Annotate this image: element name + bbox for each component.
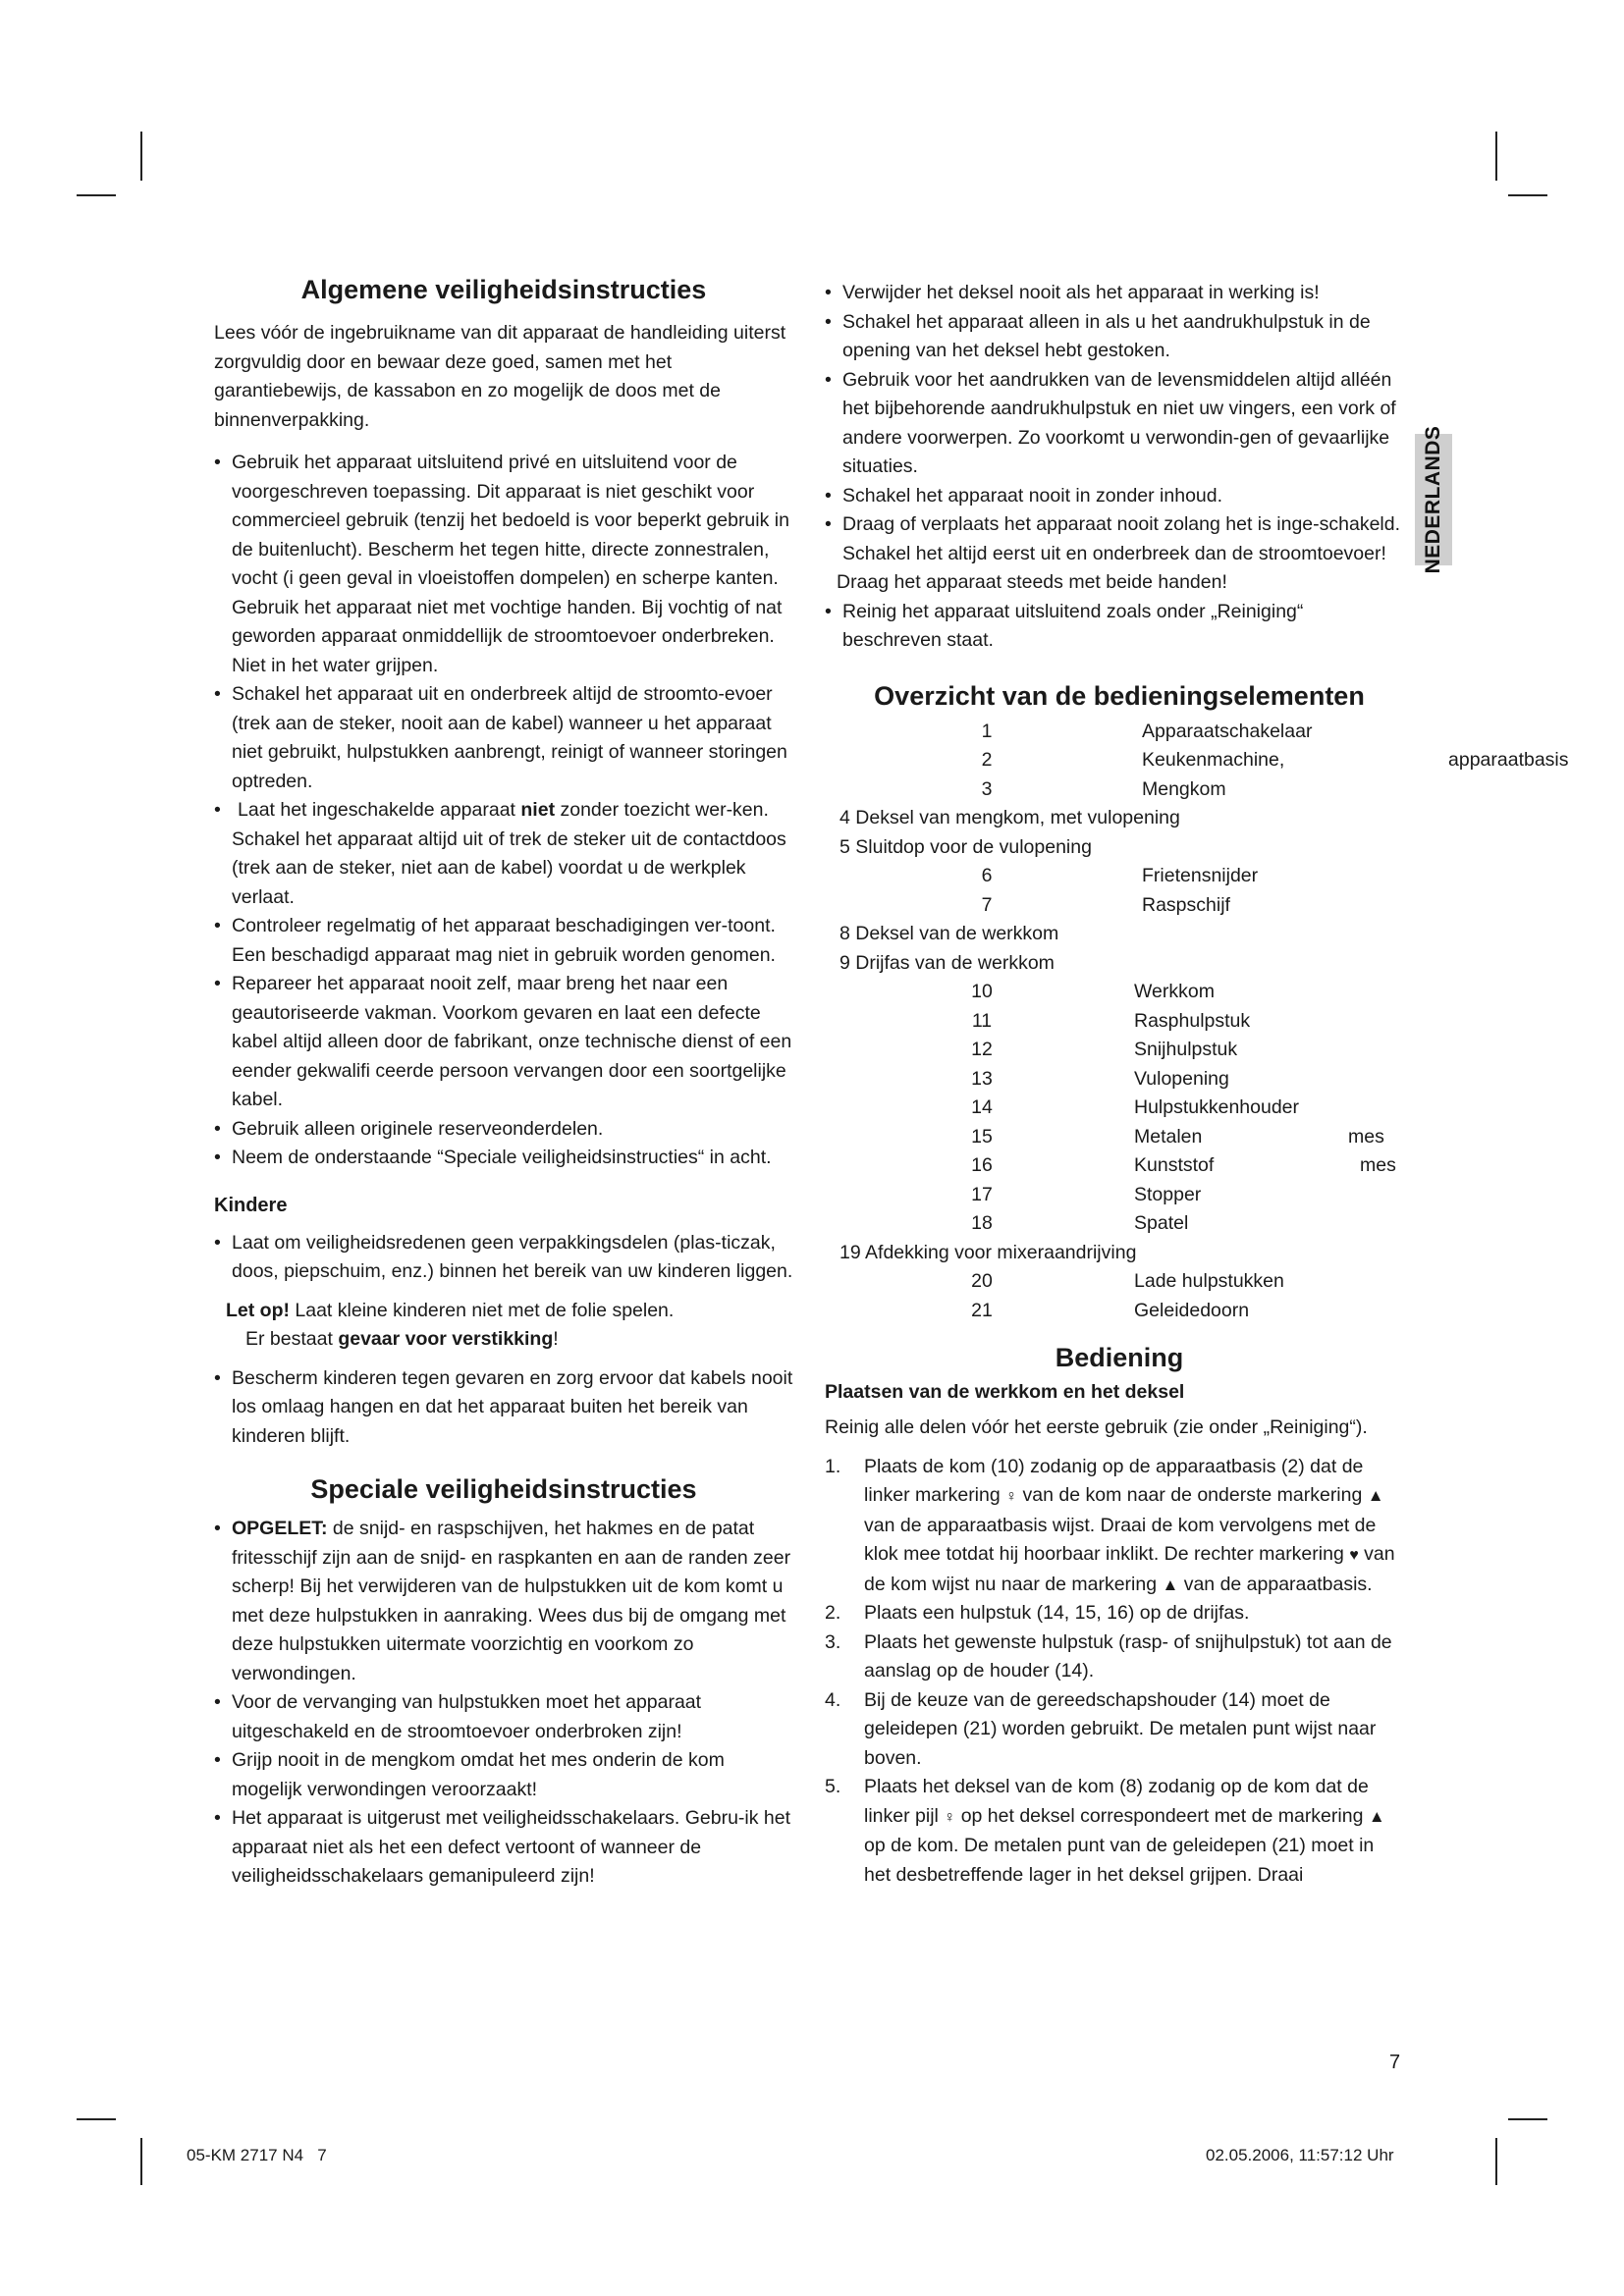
overview-item-label: Metalen xyxy=(1134,1125,1203,1148)
overview-item-label: 5 Sluitdop voor de vulopening xyxy=(839,835,1092,858)
triangle-marker-icon: ▲ xyxy=(1162,1575,1179,1594)
list-item: • Schakel het apparaat nooit in zonder inhoud. xyxy=(825,484,1223,507)
overview-item-label: Hulpstukkenhouder xyxy=(1134,1096,1300,1118)
overview-item-label: 8 Deksel van de werkkom xyxy=(839,923,1059,944)
overview-item-label: Stopper xyxy=(1134,1183,1202,1205)
overview-item-number: 12 xyxy=(971,1039,993,1060)
overview-item-label: Raspschijf xyxy=(1142,893,1230,916)
overview-item-label: Lade hulpstukken xyxy=(1134,1270,1284,1292)
left-column xyxy=(214,275,793,1892)
overview-item-number: 11 xyxy=(971,1009,993,1032)
overview-row xyxy=(825,1151,1414,1181)
steps-list xyxy=(825,1453,1404,1891)
overview-item-number: 7 xyxy=(981,893,993,916)
overview-item-label: Rasphulpstuk xyxy=(1134,1009,1251,1032)
overview-row xyxy=(825,1209,1414,1239)
overview-item-label: Werkkom xyxy=(1134,981,1215,1002)
overview-row xyxy=(825,1036,1414,1065)
overview-item-label: Snijhulpstuk xyxy=(1134,1039,1238,1060)
overview-item-number: 3 xyxy=(981,777,993,800)
overview-item-number: 21 xyxy=(971,1299,993,1321)
overview-row xyxy=(825,862,1414,891)
list-item: • Schakel het apparaat uit en onderbreek altijd de stroomto-evoer (trek aan de steker, nooit aan de kabel) wanneer u het apparaat niet gebruikt, hulpstukken aanbrengt, reinigt of wanneer storingen optreden. xyxy=(214,683,787,792)
right-safety-list xyxy=(825,279,1404,568)
list-item: • Draag of verplaats het apparaat nooit zolang het is inge-schakeld. Schakel het altijd eerst uit en onderbreek dan de stroomtoevoer! xyxy=(825,513,1401,564)
overview-item-number: 13 xyxy=(971,1067,993,1090)
kindere-list xyxy=(214,1229,793,1287)
overview-item-label: Keukenmachine, xyxy=(1142,749,1285,771)
overview-item-number: 1 xyxy=(981,720,993,742)
kindere-heading: Kindere xyxy=(214,1194,288,1216)
overview-item-number: 6 xyxy=(981,865,993,886)
overview-item-label: Geleidedoorn xyxy=(1134,1299,1250,1321)
general-safety-list xyxy=(214,449,793,1173)
overview-item-number: 16 xyxy=(971,1154,993,1176)
list-item: • Gebruik het apparaat uitsluitend privé en uitsluitend voor de voorgeschreven toepassing. Dit apparaat is niet geschikt voor commercieel gebruik (tenzij het bedoeld is voor beperkt gebruik in de buitenlucht). Bescherm het tegen hitte, directe zonnestralen, vocht (i geen geval in vloeistoffen dompelen) en scherpe kanten. Gebruik het apparaat niet met vochtige handen. Bij vochtig of nat geworden apparaat onmiddellijk de stroomtoevoer onderbreken. Niet in het water grijpen. xyxy=(214,452,789,676)
overview-heading: Overzicht van de bedieningselementen xyxy=(874,680,1365,711)
list-item: • Schakel het apparaat alleen in als u het aandrukhulpstuk in de opening van het deksel hebt gestoken. xyxy=(825,310,1371,361)
overview-row xyxy=(825,1065,1414,1095)
list-item: 3. Plaats het gewenste hulpstuk (rasp- of snijhulpstuk) tot aan de aanslag op de houder (14). xyxy=(825,1630,1392,1682)
carry-note: Draag het apparaat steeds met beide handen! xyxy=(837,571,1227,593)
crop-mark xyxy=(1495,132,1497,181)
overview-item-number: 15 xyxy=(971,1125,993,1148)
overview-row xyxy=(825,1094,1414,1123)
overview-item-label: Mengkom xyxy=(1142,777,1226,800)
special-safety-list xyxy=(214,1515,793,1892)
crop-mark xyxy=(1508,2118,1547,2120)
overview-item-label: 9 Drijfas van de werkkom xyxy=(839,951,1055,974)
reinig-intro: Reinig alle delen vóór het eerste gebruik (zie onder „Reiniging“). xyxy=(825,1416,1368,1438)
overview-row xyxy=(825,949,1414,979)
overview-item-extra: mes xyxy=(1348,1125,1384,1148)
overview-item-number: 20 xyxy=(971,1270,993,1292)
list-item: 2. Plaats een hulpstuk (14, 15, 16) op de drijfas. xyxy=(825,1602,1250,1624)
crop-mark xyxy=(77,2118,116,2120)
list-item: 5. Plaats het deksel van de kom (8) zodanig op de kom dat de linker pijl ♀ op het deksel correspondeert met de markering ▲ op de kom. De metalen punt van de geleidepen (21) moet in het desbetreffende lager in het deksel grijpen. Draai xyxy=(825,1776,1385,1886)
page-number: 7 xyxy=(1389,2052,1401,2073)
overview-row xyxy=(825,1007,1414,1037)
list-item: • Bescherm kinderen tegen gevaren en zorg ervoor dat kabels nooit los omlaag hangen en dat het apparaat buiten het bereik van kinderen blijft. xyxy=(214,1366,793,1447)
overview-item-label: Apparaatschakelaar xyxy=(1142,720,1313,742)
overview-item-number: 10 xyxy=(971,981,993,1002)
overview-item-label: Spatel xyxy=(1134,1212,1189,1234)
list-item: • Repareer het apparaat nooit zelf, maar breng het naar een geautoriseerde vakman. Voorkom gevaren en laat een defecte kabel altijd alleen door de fabrikant, onze technische dienst of een eender gekwalifi ceerde persoon vervangen door een soortgelijke kabel. xyxy=(214,973,792,1110)
overview-row xyxy=(825,718,1414,747)
crop-mark xyxy=(1495,2138,1497,2185)
list-item: • Laat het ingeschakelde apparaat niet zonder toezicht wer-ken. Schakel het apparaat altijd uit of trek de steker uit de contactdoos (trek aan de steker, niet aan de kabel) voordat u de werkplek verlaat. xyxy=(214,799,786,908)
placement-subheading: Plaatsen van de werkkom en het deksel xyxy=(825,1381,1185,1403)
list-item: 4. Bij de keuze van de gereedschapshouder (14) moet de geleidepen (21) worden gebruikt. De metalen punt wijst naar boven. xyxy=(825,1688,1377,1769)
overview-row xyxy=(825,1267,1414,1297)
overview-row xyxy=(825,804,1414,833)
overview-item-extra: apparaatbasis xyxy=(1448,749,1569,771)
closed-marker-icon: ♥ xyxy=(1349,1547,1359,1564)
list-item: • Het apparaat is uitgerust met veiligheidsschakelaars. Gebru-ik het apparaat niet als het een defect vertoont of wanneer de veiligheidsschakelaars gemanipuleerd zijn! xyxy=(214,1807,791,1887)
bediening-heading: Bediening xyxy=(1055,1343,1184,1372)
special-safety-heading: Speciale veiligheidsinstructies xyxy=(310,1474,697,1504)
footer-left: 05-KM 2717 N4 7 xyxy=(187,2146,327,2164)
footer-right: 02.05.2006, 11:57:12 Uhr xyxy=(1206,2146,1394,2164)
list-item: • Laat om veiligheidsredenen geen verpakkingsdelen (plas-ticzak, doos, piepschuim, enz.) binnen het bereik van uw kinderen liggen. xyxy=(214,1231,793,1282)
reinig-list xyxy=(825,598,1404,656)
triangle-marker-icon: ▲ xyxy=(1367,1486,1384,1505)
overview-item-label: Vulopening xyxy=(1134,1067,1229,1090)
overview-row xyxy=(825,1239,1414,1268)
overview-row xyxy=(825,920,1414,949)
list-item: • Neem de onderstaande “Speciale veiligheidsinstructies“ in acht. xyxy=(214,1147,772,1168)
triangle-marker-icon: ▲ xyxy=(1368,1806,1385,1826)
overview-row xyxy=(825,746,1569,775)
intro-paragraph: Lees vóór de ingebruikname van dit apparaat de handleiding uiterst zorgvuldig door en bewaar deze goed, samen met het garantiebewijs, de kassabon en zo mogelijk de doos met de binnenverpakking. xyxy=(214,322,786,431)
overview-item-label: Frietensnijder xyxy=(1142,865,1259,886)
list-item: • Verwijder het deksel nooit als het apparaat in werking is! xyxy=(825,282,1320,303)
overview-list xyxy=(825,718,1569,1326)
overview-item-number: 2 xyxy=(981,749,993,771)
overview-row xyxy=(825,1297,1414,1326)
letop-note-line2: Er bestaat gevaar voor verstikking! xyxy=(245,1328,559,1350)
overview-item-label: 4 Deksel van mengkom, met vulopening xyxy=(839,807,1180,828)
language-tab xyxy=(1415,425,1452,574)
list-item: • Voor de vervanging van hulpstukken moet het apparaat uitgeschakeld en de stroomtoevoer onderbroken zijn! xyxy=(214,1691,702,1742)
crop-mark xyxy=(140,132,142,181)
list-item: • Controleer regelmatig of het apparaat beschadigingen ver-toont. Een beschadigd apparaat mag niet in gebruik worden genomen. xyxy=(214,915,776,966)
overview-row xyxy=(825,775,1414,805)
list-item: • OPGELET: de snijd- en raspschijven, het hakmes en de patat fritesschijf zijn aan de snijd- en raspkanten en aan de randen zeer scherp! Bij het verwijderen van de hulpstukken uit de kom komt u met deze hulpstukken in aanraking. Wees dus bij de omgang met deze hulpstukken uitermate voorzichtig en voorkom zo verwondingen. xyxy=(214,1518,791,1684)
crop-mark xyxy=(77,194,116,196)
overview-item-label: Kunststof xyxy=(1134,1154,1215,1176)
list-item: • Reinig het apparaat uitsluitend zoals onder „Reiniging“ beschreven staat. xyxy=(825,600,1304,651)
overview-row xyxy=(825,1181,1414,1210)
general-safety-heading: Algemene veiligheidsinstructies xyxy=(300,275,707,304)
overview-row xyxy=(825,833,1414,863)
kindere-list-2 xyxy=(214,1364,793,1452)
list-item: • Gebruik alleen originele reserveonderdelen. xyxy=(214,1117,604,1140)
overview-item-number: 14 xyxy=(971,1096,993,1118)
crop-mark xyxy=(140,2138,142,2185)
language-tab-label: NEDERLANDS xyxy=(1422,425,1444,574)
overview-row xyxy=(825,891,1414,921)
overview-item-label: 19 Afdekking voor mixeraandrijving xyxy=(839,1241,1137,1263)
overview-item-number: 17 xyxy=(971,1183,993,1205)
list-item: 1. Plaats de kom (10) zodanig op de apparaatbasis (2) dat de linker markering ♀ van de kom naar de onderste markering ▲ van de apparaatbasis wijst. Draai de kom vervolgens met de klok mee totdat hij hoorbaar inklikt. De rechter markering ♥ van de kom wijst nu naar de markering ▲ van de apparaatbasis. xyxy=(825,1455,1395,1595)
overview-row xyxy=(825,978,1414,1007)
list-item: • Grijp nooit in de mengkom omdat het mes onderin de kom mogelijk verwondingen veroorzaakt! xyxy=(214,1749,725,1800)
overview-item-extra: mes xyxy=(1360,1154,1396,1176)
open-marker-icon: ♀ xyxy=(944,1808,956,1826)
open-marker-icon: ♀ xyxy=(1005,1488,1018,1505)
overview-row xyxy=(825,1123,1414,1152)
letop-note: Let op! Laat kleine kinderen niet met de folie spelen. xyxy=(226,1299,675,1321)
list-item: • Gebruik voor het aandrukken van de levensmiddelen altijd alléén het bijbehorende aandrukhulpstuk en niet uw vingers, een vork of andere voorwerpen. Zo voorkomt u verwondin-gen of gevaarlijke situaties. xyxy=(825,368,1396,477)
crop-mark xyxy=(1508,194,1547,196)
overview-item-number: 18 xyxy=(971,1212,993,1234)
